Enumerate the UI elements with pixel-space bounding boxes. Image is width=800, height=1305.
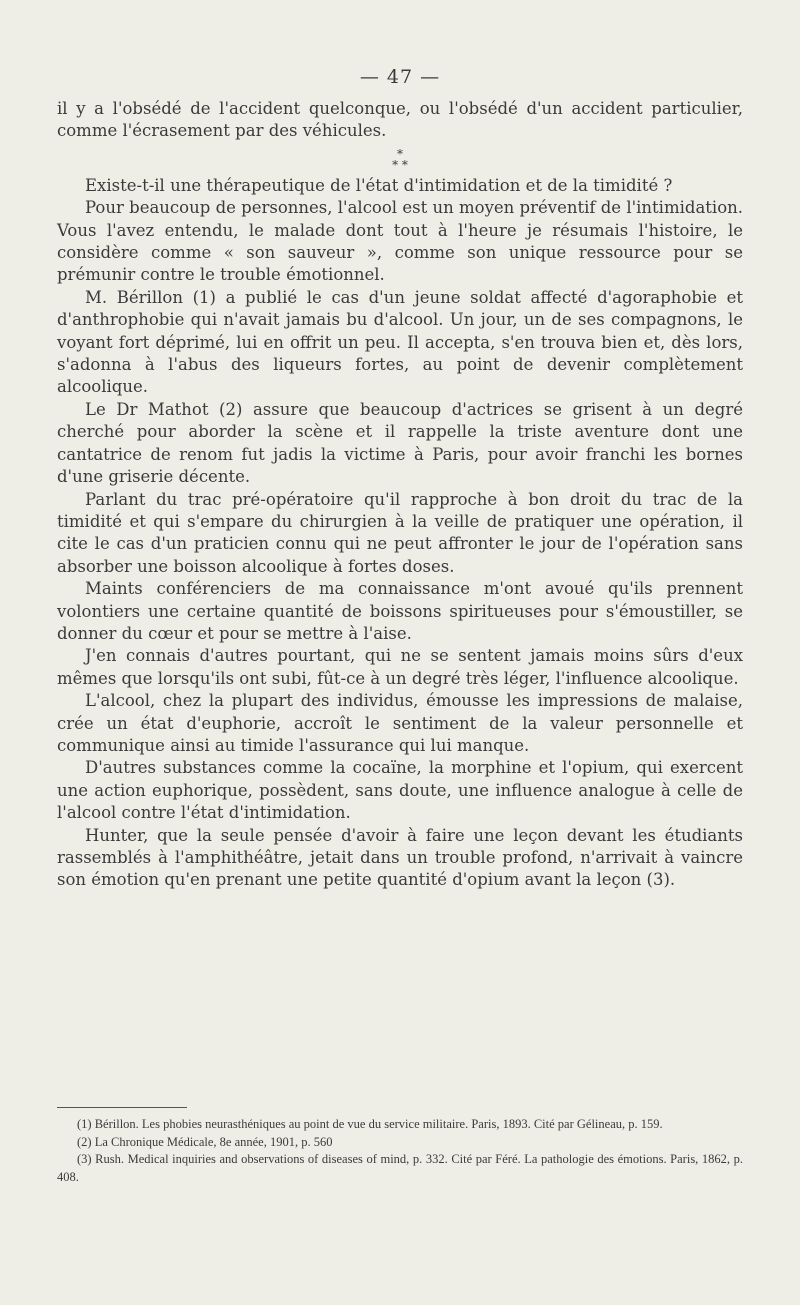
page-number: — 47 — (359, 66, 441, 88)
footnote-separator (57, 1107, 187, 1108)
footnotes (57, 1116, 743, 1186)
paragraph-8: J'en connais d'autres pourtant, qui ne se sentent jamais moins sûrs d'eux mêmes que lorsqu'ils ont subi, fût-ce à un degré très léger, l'influence alcoolique. (57, 646, 743, 688)
paragraph-4: M. Bérillon (1) a publié le cas d'un jeune soldat affecté d'agoraphobie et d'anthrophobie qui n'avait jamais bu d'alcool. Un jour, un de ses compagnons, le voyant fort déprimé, lui en offrit un peu. Il accepta, s'en trouva bien et, dès lors, s'adonna à l'abus des liqueurs fortes, au point de devenir complètement alcoolique. (57, 287, 743, 397)
paragraph-7: Maints conférenciers de ma connaissance m'ont avoué qu'ils prennent volontiers une certaine quantité de boissons spiritueuses pour s'émoustiller, se donner du cœur et pour se mettre à l'aise. (57, 579, 743, 643)
asterism-bottom: * * (392, 157, 408, 172)
section-break-asterisks (57, 146, 743, 172)
footnote-3: (3) Rush. Medical inquiries and observations of diseases of mind, p. 332. Cité par Féré. La pathologie des émotions. Paris, 1862, p. 408. (57, 1152, 743, 1184)
paragraph-11: Hunter, que la seule pensée d'avoir à faire une leçon devant les étudiants rassemblés à l'amphithéâtre, jetait dans un trouble profond, n'arrivait à vaincre son émotion qu'en prenant une petite quantité d'opium avant la leçon (3). (57, 825, 743, 890)
paragraph-10: D'autres substances comme la cocaïne, la morphine et l'opium, qui exercent une action euphorique, possèdent, sans doute, une influence analogue à celle de l'alcool contre l'état d'intimidation. (57, 758, 743, 823)
paragraph-9: L'alcool, chez la plupart des individus, émousse les impressions de malaise, crée un état d'euphorie, accroît le sentiment de la valeur personnelle et communique ainsi au timide l'assurance qui lui manque. (57, 691, 743, 755)
footnote-1: (1) Bérillon. Les phobies neurasthéniques au point de vue du service militaire. Paris, 1893. Cité par Gélineau, p. 159. (77, 1117, 663, 1131)
asterism-top: * (397, 146, 403, 161)
paragraph-3: Pour beaucoup de personnes, l'alcool est un moyen préventif de l'intimidation. Vous l'avez entendu, le malade dont tout à l'heure je résumais l'histoire, le considère comme « son sauveur », comme son unique ressource pour se prémunir contre le trouble émotionnel. (57, 198, 743, 285)
footnote-2: (2) La Chronique Médicale, 8e année, 1901, p. 560 (77, 1134, 333, 1149)
paragraph-6: Parlant du trac pré-opératoire qu'il rapproche à bon droit du trac de la timidité et qui s'empare du chirurgien à la veille de pratiquer une opération, il cite le cas d'un praticien connu qui ne peut affronter le jour de l'opération sans absorber une boisson alcoolique à fortes doses. (57, 489, 743, 576)
paragraph-2: Existe-t-il une thérapeutique de l'état d'intimidation et de la timidité ? (85, 175, 673, 195)
paragraph-1: il y a l'obsédé de l'accident quelconque, ou l'obsédé d'un accident particulier, comme l'écrasement par des véhicules. (57, 99, 743, 141)
paragraph-5: Le Dr Mathot (2) assure que beaucoup d'actrices se grisent à un degré cherché pour aborder la scène et il rappelle la triste aventure dont une cantatrice de renom fut jadis la victime à Paris, pour avoir franchi les bornes d'une griserie décente. (57, 399, 743, 487)
main-text (57, 98, 743, 892)
